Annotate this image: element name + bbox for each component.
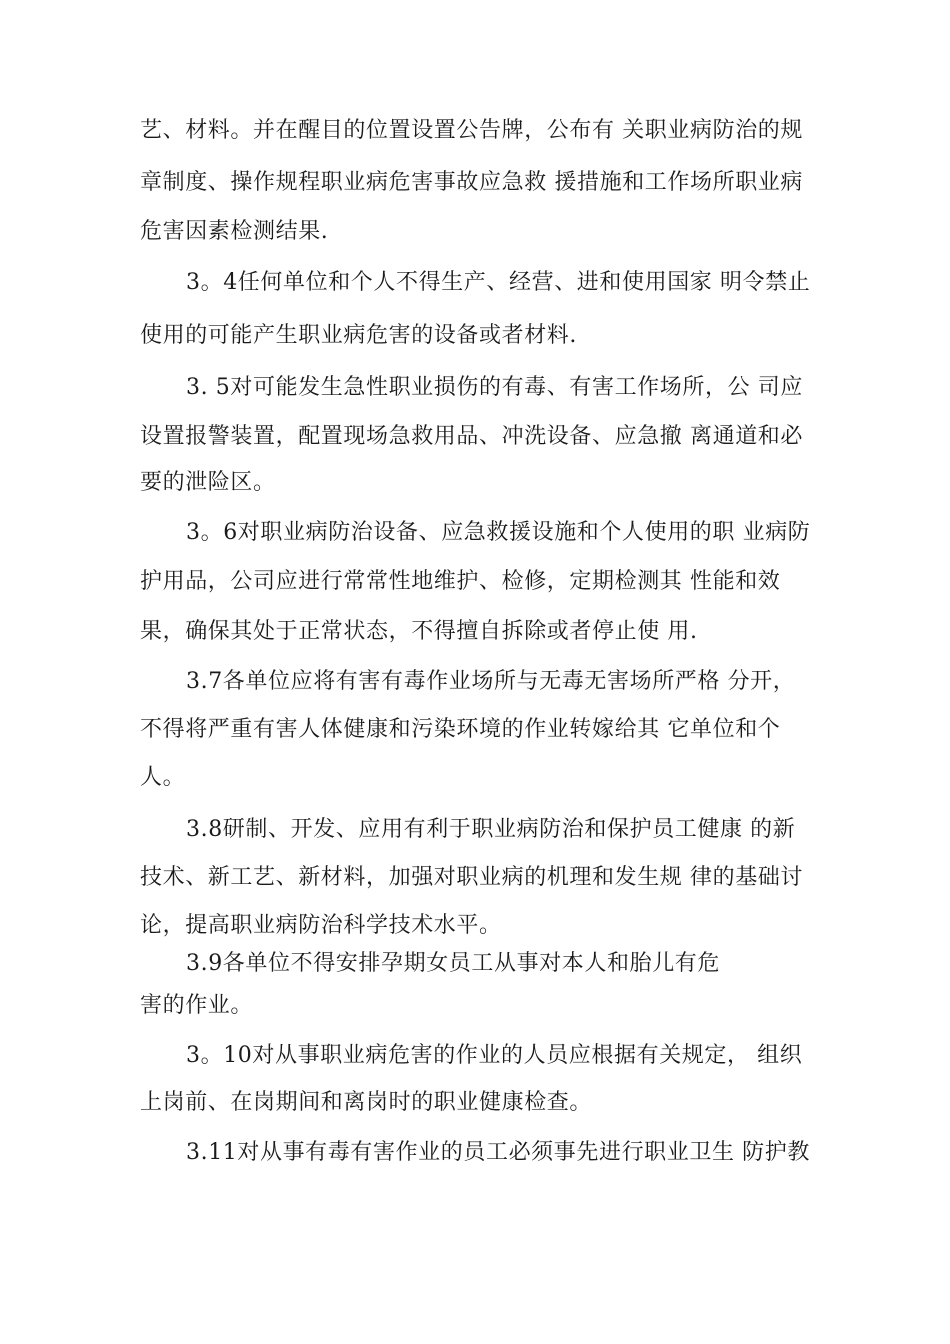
text-line: 使用的可能产生职业病危害的设备或者材料. — [140, 323, 577, 348]
text-line: 技术、新工艺、新材料，加强对职业病的机理和发生规 律的基础讨 — [140, 865, 803, 890]
text-line: 艺、材料。并在醒目的位置设置公告牌，公布有 关职业病防治的规 — [140, 118, 803, 143]
text-line: 害的作业。 — [140, 993, 254, 1018]
text-line: 3。6对职业病防治设备、应急救援设施和个人使用的职 业病防 — [186, 520, 811, 545]
text-line: 3.9各单位不得安排孕期女员工从事对本人和胎儿有危 — [186, 951, 720, 976]
text-line: 3。10对从事职业病危害的作业的人员应根据有关规定， 组织 — [186, 1043, 803, 1068]
text-line: 果，确保其处于正常状态，不得擅自拆除或者停止使 用. — [140, 619, 698, 644]
text-line: 3.7各单位应将有害有毒作业场所与无毒无害场所严格 分开， — [186, 669, 796, 694]
text-line: 章制度、操作规程职业病危害事故应急救 援措施和工作场所职业病 — [140, 170, 803, 195]
text-line: 设置报警装置，配置现场急救用品、冲洗设备、应急撤 离通道和必 — [140, 424, 803, 449]
text-line: 3。4任何单位和个人不得生产、经营、进和使用国家 明令禁止 — [186, 270, 811, 295]
text-line: 上岗前、在岗期间和离岗时的职业健康检查。 — [140, 1090, 593, 1115]
text-line: 3. 5对可能发生急性职业损伤的有毒、有害工作场所，公 司应 — [186, 375, 803, 400]
text-line: 要的泄险区。 — [140, 470, 276, 495]
text-line: 不得将严重有害人体健康和污染环境的作业转嫁给其 它单位和个 — [140, 717, 781, 742]
text-line: 护用品，公司应进行常常性地维护、检修，定期检测其 性能和效 — [140, 569, 781, 594]
text-line: 人。 — [140, 765, 186, 790]
text-line: 论，提高职业病防治科学技术水平。 — [140, 913, 502, 938]
text-line: 危害因素检测结果. — [140, 219, 329, 244]
text-line: 3.8研制、开发、应用有利于职业病防治和保护员工健康 的新 — [186, 817, 796, 842]
text-line: 3.11对从事有毒有害作业的员工必须事先进行职业卫生 防护教 — [186, 1140, 810, 1165]
